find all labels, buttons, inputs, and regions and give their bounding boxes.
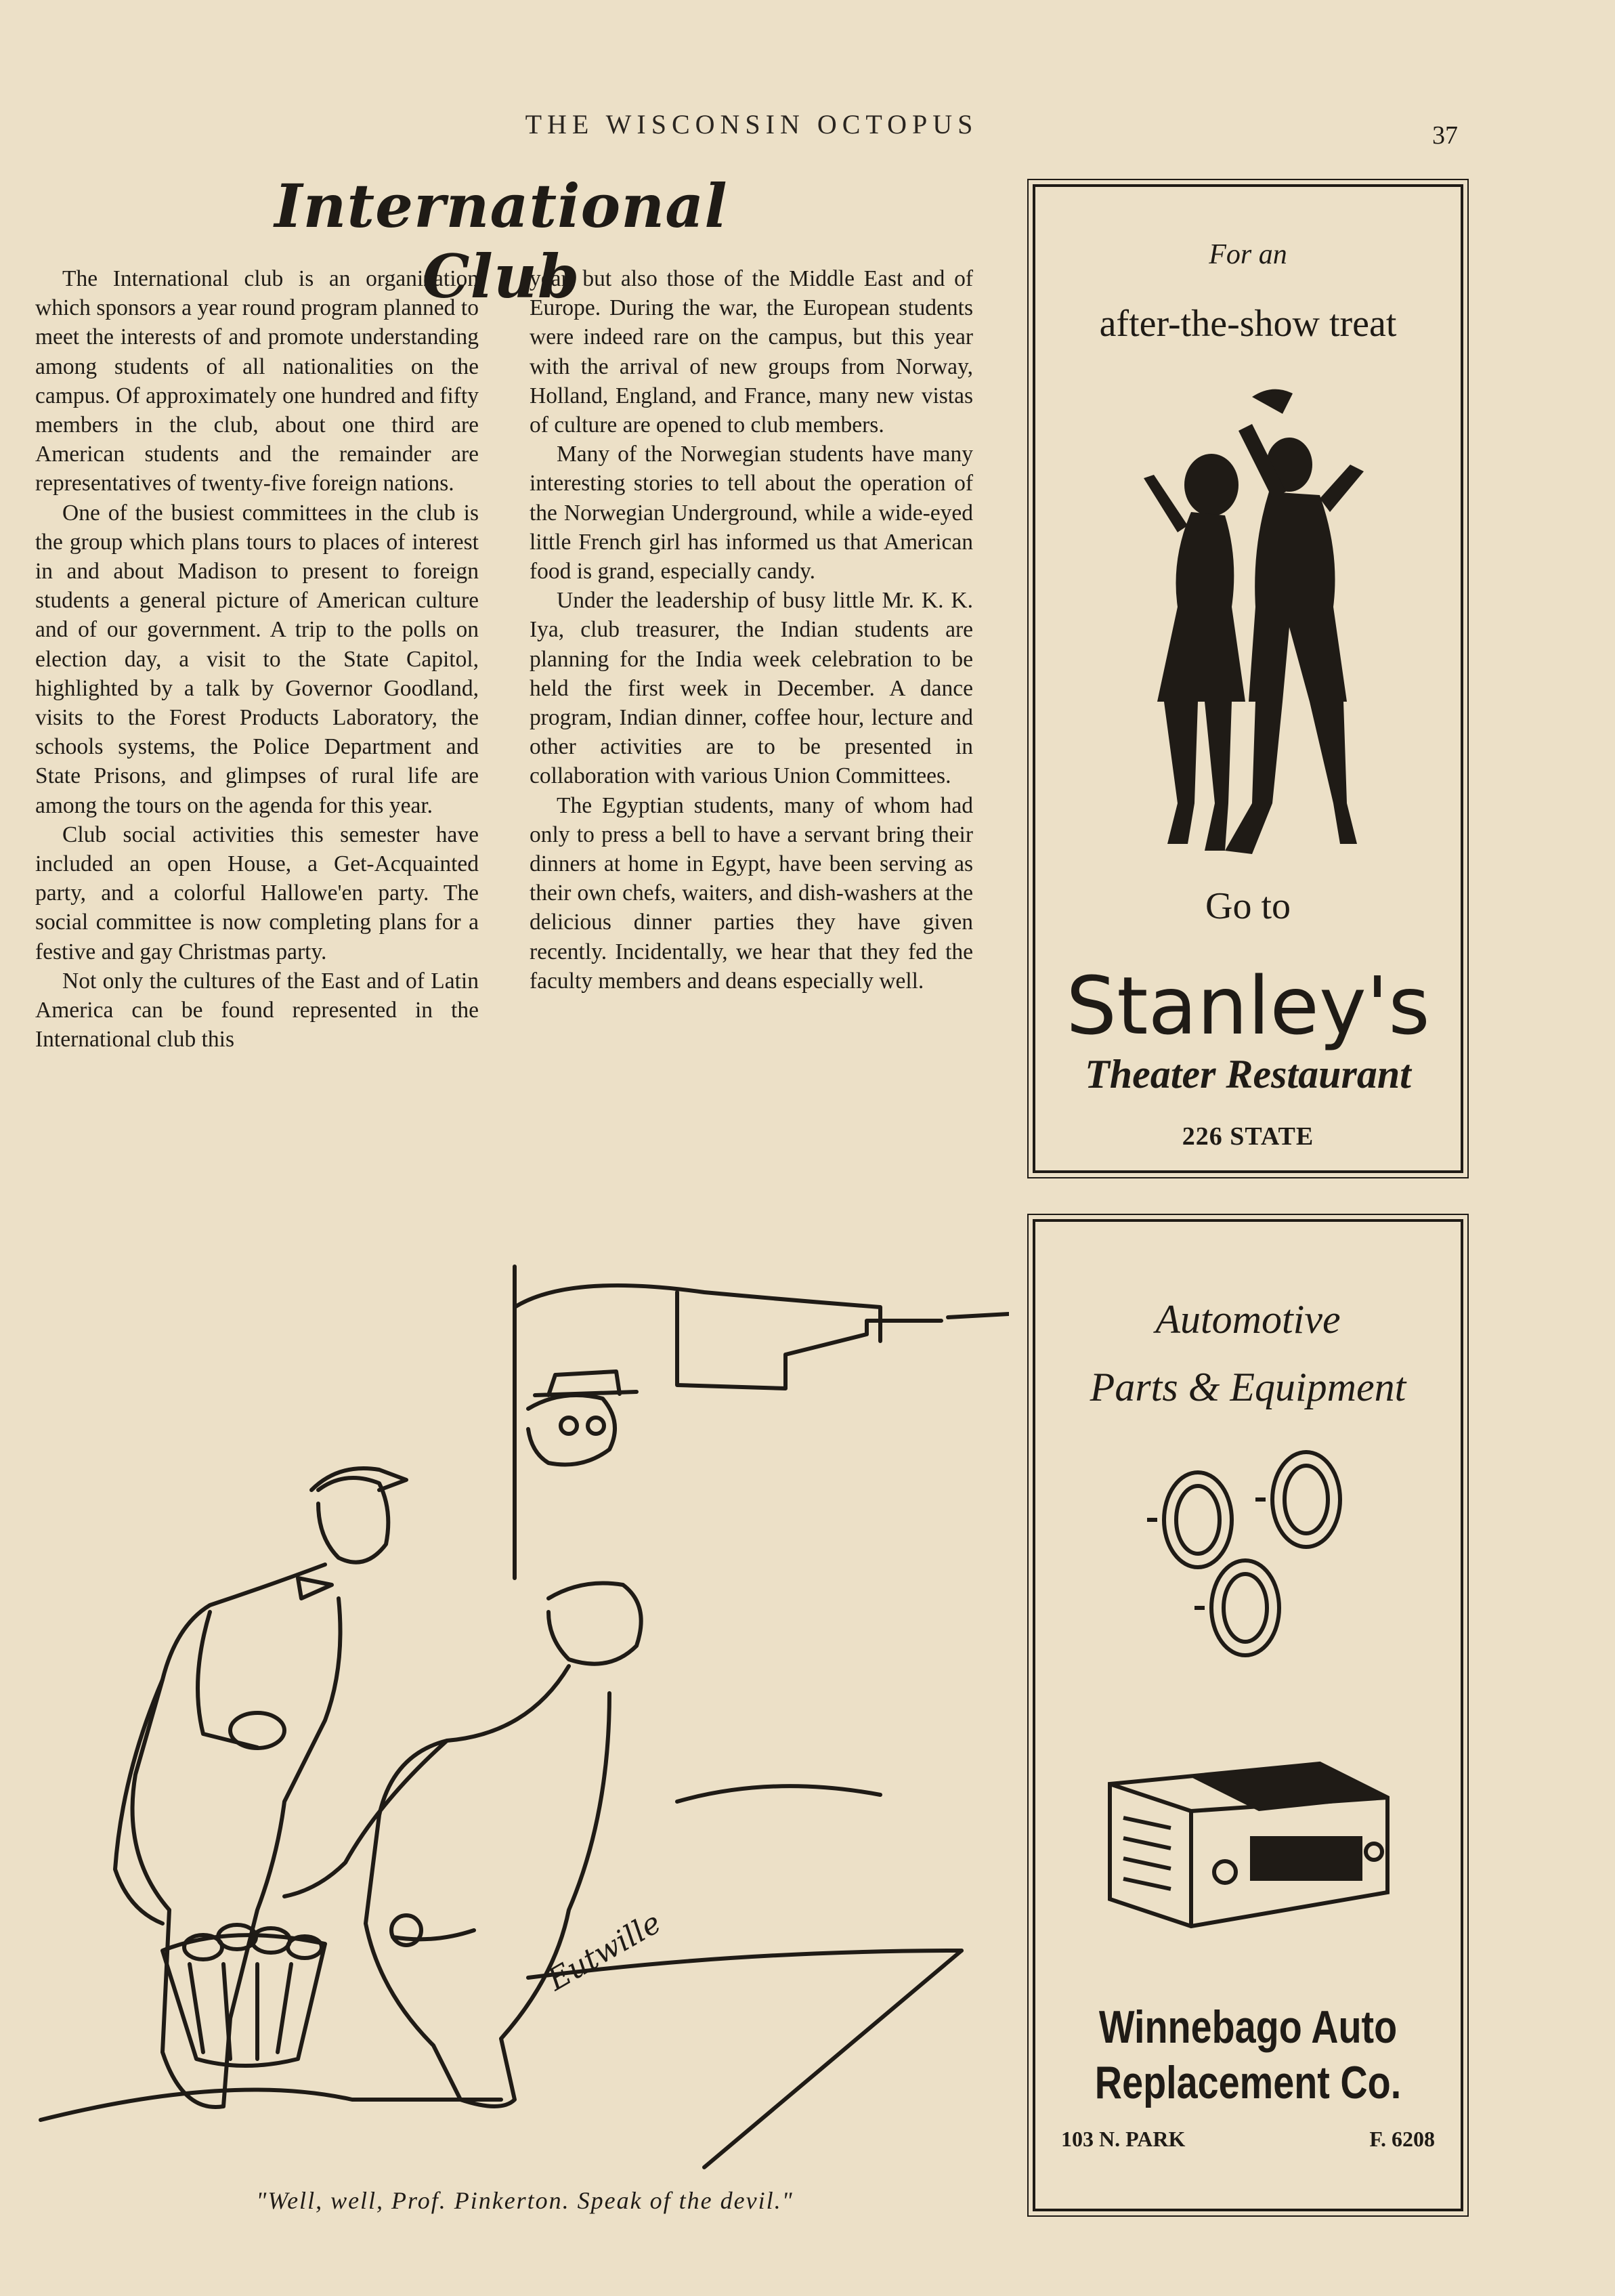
paragraph: One of the busiest committees in the club is the group which plans tours to places of interest in and about Madison to present to foreign students a general picture of American culture and of our government. A trip to the polls on election day, a visit to the State Capitol, highlighted by a talk by Governor Goodland, visits to the Forest Products Laboratory, the schools systems, the Police Department and State Prisons, and glimpses of rural life are among the tours on the agenda for this year.	[35, 500, 479, 818]
bent-man-head	[548, 1583, 641, 1664]
standing-man-body	[133, 1565, 341, 2107]
wall-line	[677, 1292, 941, 1388]
ad-tagline: For an	[1209, 239, 1287, 270]
cartoon-illustration	[27, 1260, 1009, 2174]
running-head: THE WISCONSIN OCTOPUS	[525, 109, 978, 140]
wall-line	[515, 1285, 880, 1341]
ad-headline: Automotive	[1155, 1297, 1341, 1342]
paragraph: Not only the cultures of the East and of Latin America can be found represented in the International club this	[35, 968, 479, 1053]
wall-line	[948, 1314, 1009, 1317]
standing-man-arm	[115, 1680, 163, 1923]
ad-goto: Go to	[1205, 885, 1291, 927]
ad-subheadline: Parts & Equipment	[1090, 1365, 1406, 1409]
peeking-hat	[535, 1372, 637, 1395]
winnebago-ad	[1033, 1219, 1463, 2211]
company-name-line2: Replacement Co.	[1094, 2057, 1402, 2108]
paragraph: The International club is an organization which sponsors a year round program planned to meet the interests of and promote understanding among students of all nationalities on the campus. Of approximately one hundred and fifty members in the club, about one third are American students and the remainder are representatives of twenty-five foreign nations.	[35, 266, 479, 496]
paragraph: The Egyptian students, many of whom had only to press a bell to have a servant bring their dinners at home in Egypt, have been serving as their own chefs, waiters, and dish-washers at the delicious dinner parties they have given recently. Incidentally, we hear that they fed the faculty members and deans especially well.	[530, 792, 973, 994]
floor-line	[41, 2089, 501, 2120]
restaurant-subname: Theater Restaurant	[1085, 1052, 1411, 1097]
article-column-1	[35, 264, 479, 1054]
bent-man-body	[366, 1666, 609, 2106]
company-name-line1: Winnebago Auto	[1098, 2001, 1398, 2053]
stanley-ad	[1033, 184, 1463, 1173]
company-phone: F. 6208	[1369, 2127, 1435, 2151]
bent-man-arm	[393, 1930, 474, 1939]
ad-headline: after-the-show treat	[1099, 303, 1397, 345]
floor-line	[704, 1951, 962, 2167]
paragraph: Club social activities this semester have included an open House, a Get-Acquainted party, and a colorful Hallowe'en party. The social committee is now completing plans for a festive and gay Christmas party.	[35, 822, 479, 964]
bow-tie	[298, 1578, 332, 1598]
bent-man-arm	[284, 1741, 447, 1896]
car-radio-illustration	[1096, 1737, 1408, 1940]
paragraph: year, but also those of the Middle East and of Europe. During the war, the European students were indeed rare on the campus, but this year with the arrival of new groups from Norway, Holland, England, and France, many new vistas of culture are opened to club members.	[530, 266, 973, 438]
paragraph: Many of the Norwegian students have many interesting stories to tell about the operation of the Norwegian Underground, while a wide-eyed little French girl has informed us that American food is grand, especially candy.	[530, 442, 973, 584]
article-title: International Club	[274, 171, 728, 312]
artist-signature: Eutwille	[542, 1905, 667, 1998]
cartoon-caption: "Well, well, Prof. Pinkerton. Speak of the devil."	[256, 2187, 794, 2214]
paragraph: Under the leadership of busy little Mr. K. K. Iya, club treasurer, the Indian students are planning for the India week celebration to be held the first week in December. A dance program, Indian dinner, coffee hour, lecture and other activities are to be presented in collaboration with various Union Committees.	[530, 588, 973, 789]
dancing-couple-silhouette	[1130, 383, 1374, 871]
restaurant-name: Stanley's	[1066, 959, 1430, 1053]
company-address: 103 N. PARK	[1061, 2127, 1186, 2151]
page-number: 37	[1432, 121, 1458, 150]
restaurant-address: 226 STATE	[1182, 1122, 1314, 1151]
standing-man-arm	[198, 1612, 257, 1747]
floor-line	[677, 1786, 880, 1802]
article-column-2	[530, 264, 973, 996]
headlamps-illustration	[1144, 1445, 1360, 1662]
